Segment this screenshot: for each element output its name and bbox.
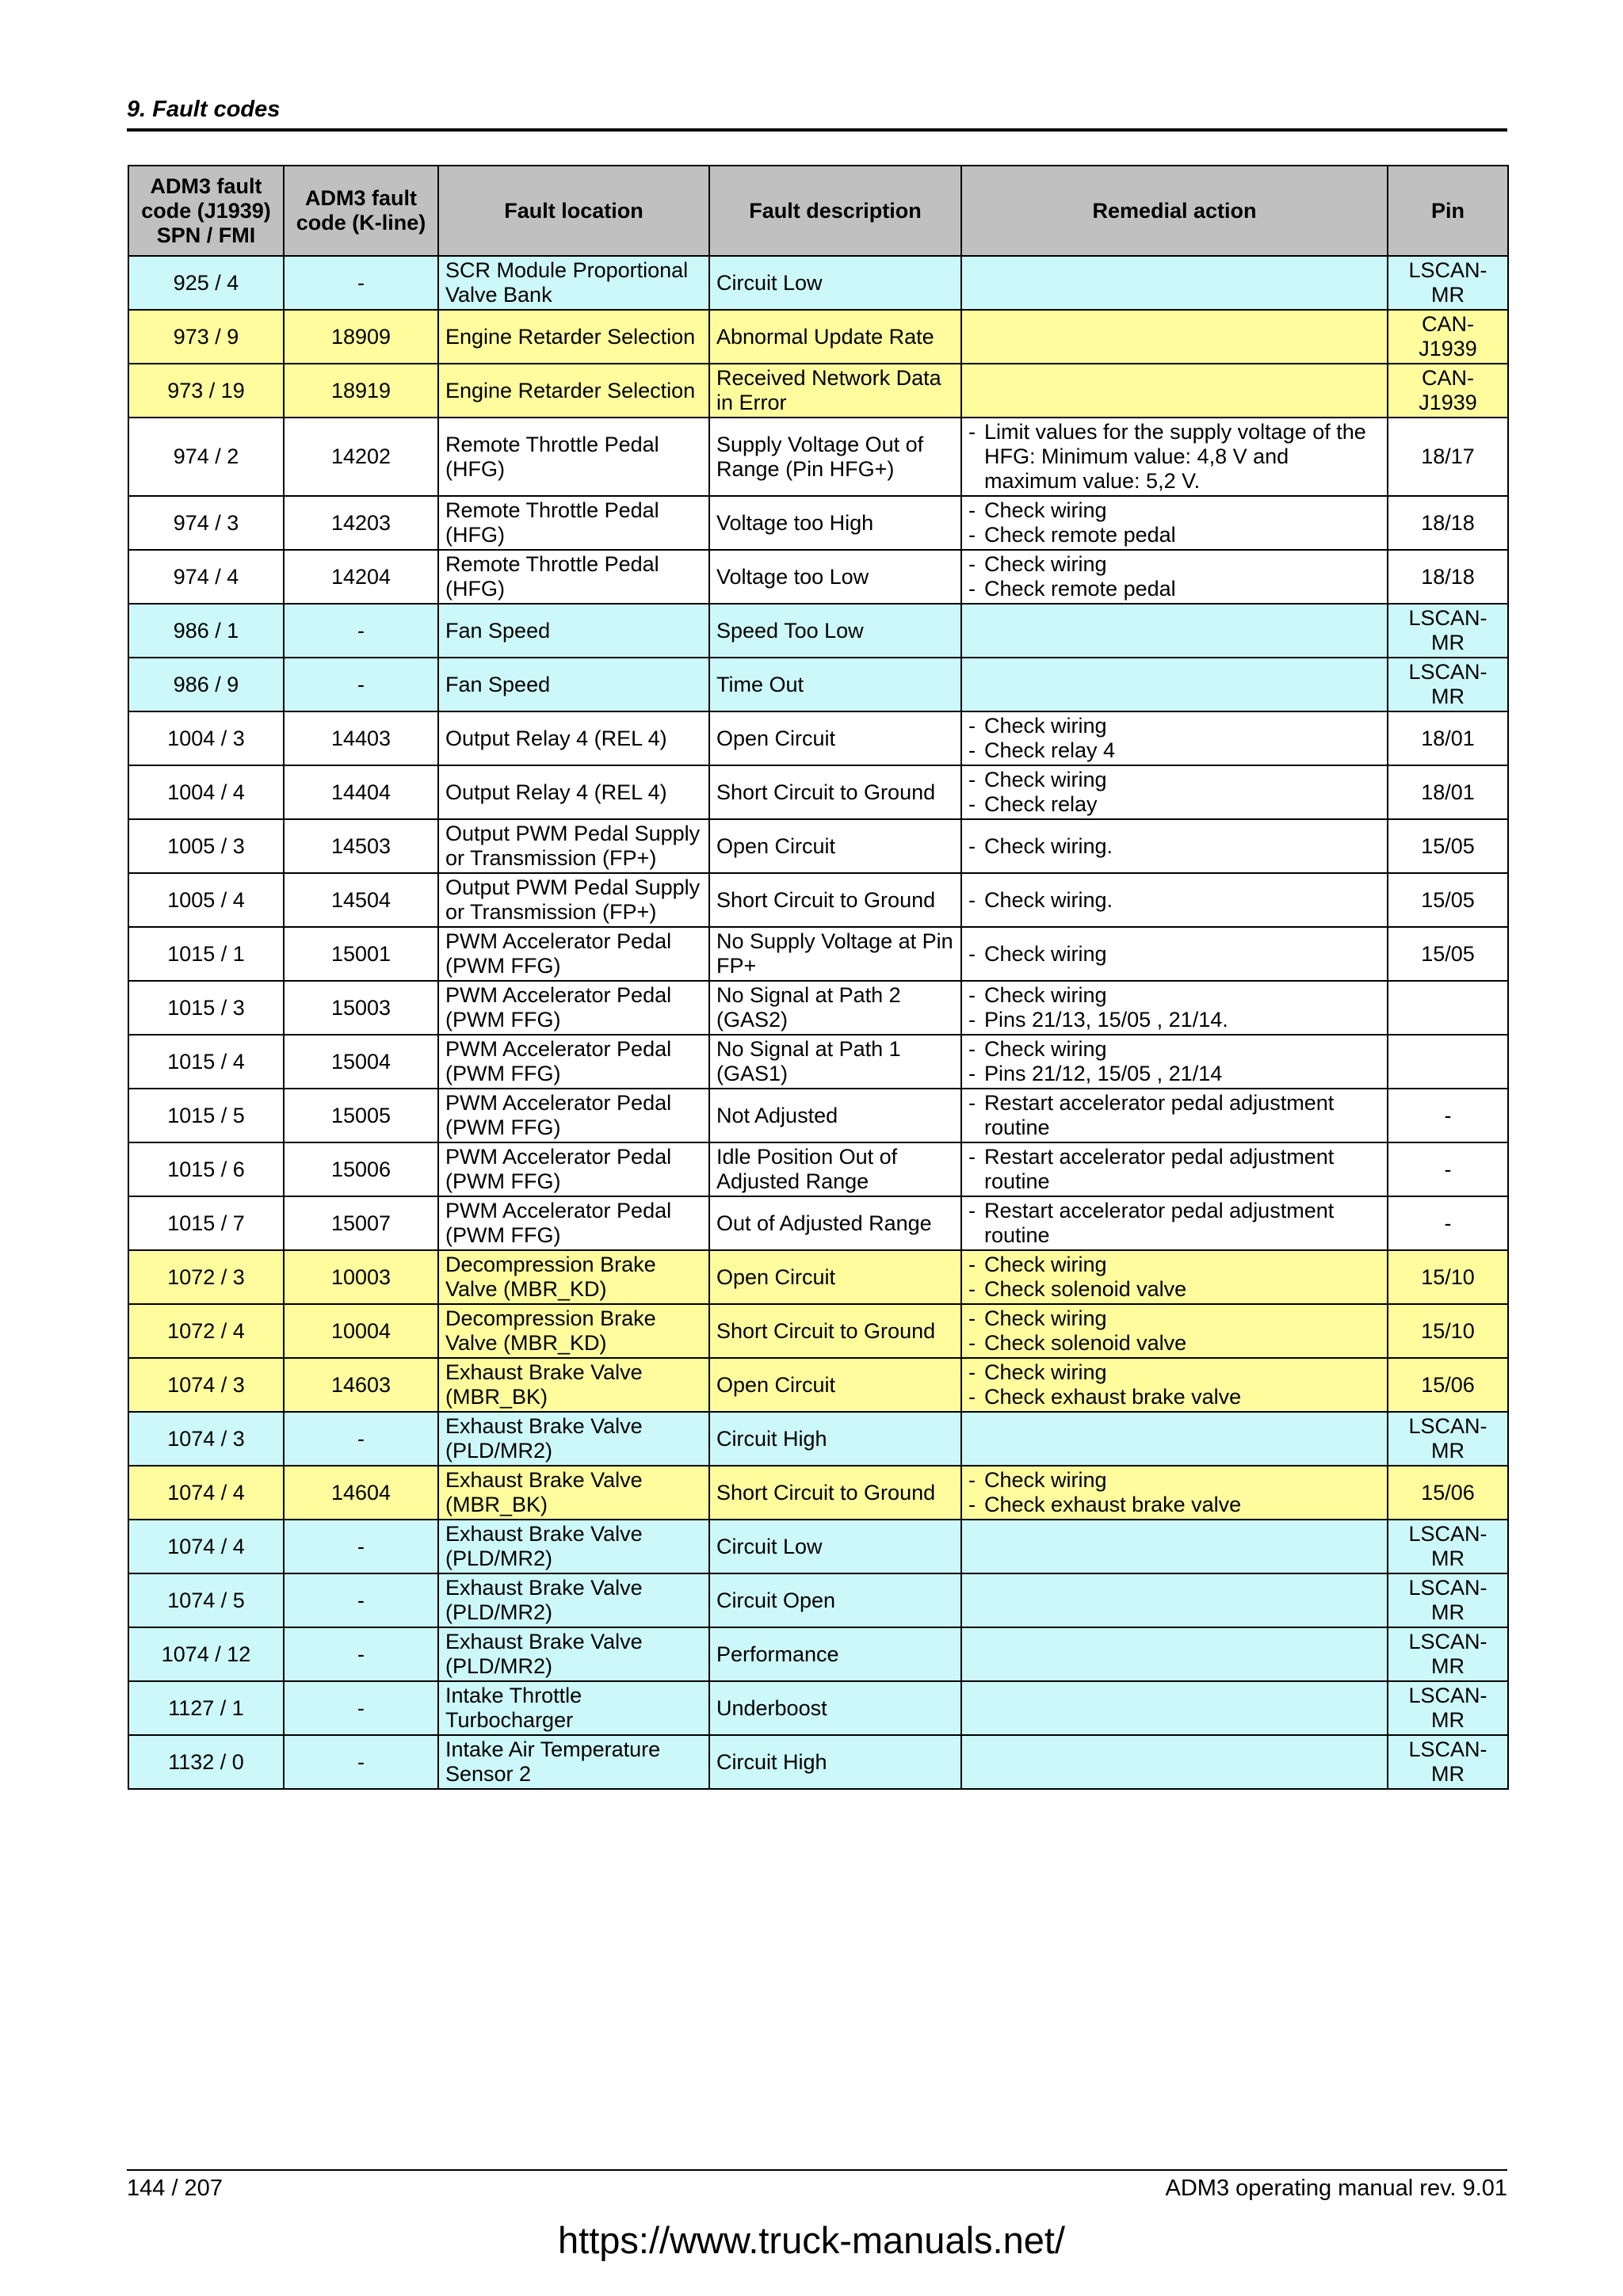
column-header-fault-description: Fault description (709, 166, 961, 256)
remedial-action-text: Check exhaust brake valve (984, 1385, 1242, 1409)
list-dash: - (968, 714, 976, 738)
cell-kline-code: 14204 (284, 550, 438, 604)
cell-fault-description: Out of Adjusted Range (709, 1196, 961, 1250)
remedial-action-item (968, 1199, 1381, 1248)
table-row (128, 496, 1508, 550)
cell-j1939-code: 986 / 1 (128, 604, 284, 658)
cell-pin: 15/10 (1388, 1250, 1508, 1304)
cell-fault-location: Exhaust Brake Valve (PLD/MR2) (438, 1520, 709, 1573)
remedial-action-text: Limit values for the supply voltage of the HFG: Minimum value: 4,8 V and maximum value: 5,2 V. (984, 420, 1366, 493)
cell-remedial-action (961, 1089, 1388, 1142)
remedial-action-item (968, 1037, 1381, 1062)
table-row (128, 658, 1508, 711)
cell-remedial-action (961, 1196, 1388, 1250)
cell-fault-description: Open Circuit (709, 1358, 961, 1412)
cell-kline-code: 14504 (284, 873, 438, 927)
cell-pin: CAN-J1939 (1388, 310, 1508, 364)
cell-pin: 15/05 (1388, 873, 1508, 927)
cell-remedial-action (961, 981, 1388, 1035)
cell-fault-location: PWM Accelerator Pedal (PWM FFG) (438, 1196, 709, 1250)
cell-j1939-code: 1004 / 3 (128, 711, 284, 765)
cell-fault-description: Circuit Low (709, 1520, 961, 1573)
cell-pin: 18/17 (1388, 418, 1508, 496)
remedial-action-text: Check wiring (984, 1306, 1107, 1330)
cell-fault-location: Intake Throttle Turbocharger (438, 1681, 709, 1735)
fault-code-table (128, 165, 1509, 1790)
remedial-action-text: Check relay (984, 792, 1098, 816)
table-row (128, 765, 1508, 819)
cell-kline-code: 14203 (284, 496, 438, 550)
remedial-action-item (968, 1468, 1381, 1493)
table-row (128, 1142, 1508, 1196)
list-dash: - (968, 833, 976, 858)
header-divider (127, 128, 1507, 132)
cell-fault-location: Exhaust Brake Valve (MBR_BK) (438, 1358, 709, 1412)
list-dash: - (968, 792, 976, 816)
cell-fault-location: SCR Module Proportional Valve Bank (438, 256, 709, 310)
cell-remedial-action (961, 765, 1388, 819)
cell-pin: 18/18 (1388, 496, 1508, 550)
cell-fault-location: PWM Accelerator Pedal (PWM FFG) (438, 1035, 709, 1089)
table-row (128, 1196, 1508, 1250)
remedial-action-item (968, 1493, 1381, 1517)
cell-pin: 18/01 (1388, 711, 1508, 765)
cell-remedial-action (961, 1142, 1388, 1196)
list-dash: - (968, 1385, 976, 1409)
table-row (128, 1035, 1508, 1089)
cell-j1939-code: 1004 / 4 (128, 765, 284, 819)
remedial-action-text: Check relay 4 (984, 738, 1116, 762)
table-row (128, 550, 1508, 604)
cell-j1939-code: 973 / 9 (128, 310, 284, 364)
cell-fault-description: Short Circuit to Ground (709, 1466, 961, 1520)
cell-j1939-code: 1015 / 1 (128, 927, 284, 981)
cell-fault-location: Fan Speed (438, 604, 709, 658)
remedial-action-item (968, 888, 1381, 913)
source-url[interactable]: https://www.truck-manuals.net/ (558, 2219, 1065, 2261)
cell-remedial-action (961, 310, 1388, 364)
cell-kline-code: - (284, 1735, 438, 1789)
cell-remedial-action (961, 1035, 1388, 1089)
list-dash: - (968, 1037, 976, 1061)
table-row (128, 1627, 1508, 1681)
table-row (128, 1250, 1508, 1304)
remedial-action-text: Check remote pedal (984, 523, 1176, 547)
cell-kline-code: - (284, 604, 438, 658)
remedial-action-item (968, 1253, 1381, 1277)
cell-pin (1388, 981, 1508, 1035)
cell-fault-location: Remote Throttle Pedal (HFG) (438, 496, 709, 550)
remedial-action-item (968, 1145, 1381, 1194)
list-dash: - (968, 523, 976, 547)
cell-fault-location: Remote Throttle Pedal (HFG) (438, 550, 709, 604)
cell-j1939-code: 1132 / 0 (128, 1735, 284, 1789)
list-dash: - (968, 1331, 976, 1355)
cell-remedial-action (961, 1304, 1388, 1358)
column-header-pin: Pin (1388, 166, 1508, 256)
remedial-action-text: Check wiring (984, 1037, 1107, 1061)
cell-fault-description: No Signal at Path 1 (GAS1) (709, 1035, 961, 1089)
cell-pin: 15/05 (1388, 927, 1508, 981)
cell-remedial-action (961, 550, 1388, 604)
cell-kline-code: - (284, 658, 438, 711)
remedial-action-item (968, 1062, 1381, 1086)
remedial-action-item (968, 834, 1381, 859)
cell-kline-code: 18909 (284, 310, 438, 364)
remedial-action-item (968, 714, 1381, 738)
cell-pin: 15/06 (1388, 1466, 1508, 1520)
cell-kline-code: 10003 (284, 1250, 438, 1304)
cell-kline-code: - (284, 1412, 438, 1466)
remedial-action-item (968, 552, 1381, 577)
cell-pin: LSCAN-MR (1388, 604, 1508, 658)
cell-j1939-code: 1015 / 6 (128, 1142, 284, 1196)
cell-remedial-action (961, 1627, 1388, 1681)
cell-kline-code: 14503 (284, 819, 438, 873)
cell-fault-description: No Signal at Path 2 (GAS2) (709, 981, 961, 1035)
cell-fault-location: Fan Speed (438, 658, 709, 711)
cell-remedial-action (961, 1520, 1388, 1573)
remedial-action-item (968, 1091, 1381, 1140)
cell-remedial-action (961, 873, 1388, 927)
cell-remedial-action (961, 1573, 1388, 1627)
cell-j1939-code: 1015 / 3 (128, 981, 284, 1035)
list-dash: - (968, 1468, 976, 1492)
list-dash: - (968, 738, 976, 762)
cell-fault-location: Output PWM Pedal Supply or Transmission (FP+) (438, 873, 709, 927)
cell-kline-code: - (284, 256, 438, 310)
remedial-action-item (968, 498, 1381, 523)
list-dash: - (968, 1493, 976, 1516)
remedial-action-item (968, 1331, 1381, 1356)
remedial-action-item (968, 942, 1381, 967)
cell-fault-location: PWM Accelerator Pedal (PWM FFG) (438, 1142, 709, 1196)
table-row (128, 364, 1508, 418)
remedial-action-item (968, 577, 1381, 601)
remedial-action-text: Check wiring (984, 714, 1107, 738)
cell-fault-description: Circuit Low (709, 256, 961, 310)
table-row (128, 1466, 1508, 1520)
cell-kline-code: 15004 (284, 1035, 438, 1089)
list-dash: - (968, 941, 976, 966)
cell-kline-code: - (284, 1681, 438, 1735)
cell-kline-code: 10004 (284, 1304, 438, 1358)
remedial-action-item (968, 1306, 1381, 1331)
remedial-action-text: Check wiring (984, 498, 1107, 522)
cell-fault-description: No Supply Voltage at Pin FP+ (709, 927, 961, 981)
table-row (128, 873, 1508, 927)
table-row (128, 819, 1508, 873)
cell-remedial-action (961, 1358, 1388, 1412)
cell-remedial-action (961, 1250, 1388, 1304)
cell-pin: LSCAN-MR (1388, 658, 1508, 711)
table-row (128, 256, 1508, 310)
table-row (128, 1089, 1508, 1142)
cell-fault-location: Engine Retarder Selection (438, 310, 709, 364)
remedial-action-text: Check solenoid valve (984, 1277, 1187, 1301)
remedial-action-text: Check wiring (984, 1468, 1107, 1492)
cell-fault-description: Open Circuit (709, 711, 961, 765)
cell-fault-description: Short Circuit to Ground (709, 765, 961, 819)
cell-j1939-code: 1074 / 4 (128, 1466, 284, 1520)
cell-remedial-action (961, 927, 1388, 981)
remedial-action-item (968, 1277, 1381, 1302)
list-dash: - (968, 577, 976, 601)
cell-j1939-code: 1072 / 3 (128, 1250, 284, 1304)
cell-j1939-code: 1015 / 7 (128, 1196, 284, 1250)
cell-j1939-code: 974 / 3 (128, 496, 284, 550)
cell-pin: 18/18 (1388, 550, 1508, 604)
column-header-remedial-action: Remedial action (961, 166, 1388, 256)
list-dash: - (968, 1062, 976, 1085)
remedial-action-text: Check wiring (984, 1360, 1107, 1384)
cell-kline-code: - (284, 1627, 438, 1681)
remedial-action-text: Check wiring (984, 1253, 1107, 1276)
cell-kline-code: 15005 (284, 1089, 438, 1142)
remedial-action-text: Pins 21/13, 15/05 , 21/14. (984, 1008, 1228, 1032)
table-row (128, 927, 1508, 981)
cell-fault-description: Circuit High (709, 1412, 961, 1466)
cell-pin: 18/01 (1388, 765, 1508, 819)
cell-pin: 15/05 (1388, 819, 1508, 873)
cell-remedial-action (961, 1735, 1388, 1789)
list-dash: - (968, 768, 976, 791)
list-dash: - (968, 983, 976, 1007)
cell-j1939-code: 925 / 4 (128, 256, 284, 310)
remedial-action-text: Check wiring (984, 983, 1107, 1007)
cell-fault-description: Circuit Open (709, 1573, 961, 1627)
table-row (128, 1735, 1508, 1789)
cell-j1939-code: 1015 / 5 (128, 1089, 284, 1142)
cell-remedial-action (961, 418, 1388, 496)
cell-kline-code: 14403 (284, 711, 438, 765)
cell-fault-description: Voltage too Low (709, 550, 961, 604)
list-dash: - (968, 420, 976, 444)
table-row (128, 1681, 1508, 1735)
cell-fault-location: Decompression Brake Valve (MBR_KD) (438, 1250, 709, 1304)
cell-remedial-action (961, 819, 1388, 873)
list-dash: - (968, 1360, 976, 1384)
cell-j1939-code: 974 / 4 (128, 550, 284, 604)
cell-remedial-action (961, 1681, 1388, 1735)
list-dash: - (968, 1145, 976, 1169)
cell-j1939-code: 1074 / 5 (128, 1573, 284, 1627)
cell-pin: - (1388, 1089, 1508, 1142)
cell-kline-code: 14202 (284, 418, 438, 496)
column-header-fault-location: Fault location (438, 166, 709, 256)
list-dash: - (968, 887, 976, 912)
cell-kline-code: - (284, 1520, 438, 1573)
column-header-j1939: ADM3 fault code (J1939) SPN / FMI (128, 166, 284, 256)
remedial-action-text: Restart accelerator pedal adjustment routine (984, 1145, 1335, 1193)
cell-pin: - (1388, 1142, 1508, 1196)
cell-kline-code: 15001 (284, 927, 438, 981)
cell-fault-description: Circuit High (709, 1735, 961, 1789)
cell-fault-description: Open Circuit (709, 819, 961, 873)
cell-kline-code: 18919 (284, 364, 438, 418)
remedial-action-item (968, 768, 1381, 792)
table-body (128, 256, 1508, 1789)
list-dash: - (968, 1306, 976, 1330)
remedial-action-text: Check wiring. (984, 833, 1113, 858)
remedial-action-text: Check remote pedal (984, 577, 1176, 601)
cell-j1939-code: 986 / 9 (128, 658, 284, 711)
cell-remedial-action (961, 604, 1388, 658)
list-dash: - (968, 1008, 976, 1032)
table-row (128, 1412, 1508, 1466)
cell-pin: LSCAN-MR (1388, 256, 1508, 310)
cell-fault-description: Voltage too High (709, 496, 961, 550)
remedial-action-text: Check solenoid valve (984, 1331, 1187, 1355)
cell-j1939-code: 1074 / 3 (128, 1358, 284, 1412)
table-row (128, 1573, 1508, 1627)
remedial-action-text: Restart accelerator pedal adjustment routine (984, 1091, 1335, 1139)
cell-j1939-code: 1005 / 4 (128, 873, 284, 927)
remedial-action-text: Check wiring (984, 552, 1107, 576)
cell-fault-location: Remote Throttle Pedal (HFG) (438, 418, 709, 496)
cell-fault-location: Output Relay 4 (REL 4) (438, 711, 709, 765)
list-dash: - (968, 1199, 976, 1222)
cell-pin: LSCAN-MR (1388, 1681, 1508, 1735)
table-row (128, 711, 1508, 765)
cell-fault-description: Speed Too Low (709, 604, 961, 658)
cell-fault-description: Open Circuit (709, 1250, 961, 1304)
section-title: 9. Fault codes (127, 97, 281, 122)
cell-j1939-code: 1074 / 3 (128, 1412, 284, 1466)
cell-fault-location: Exhaust Brake Valve (MBR_BK) (438, 1466, 709, 1520)
list-dash: - (968, 1091, 976, 1115)
column-header-kline: ADM3 fault code (K-line) (284, 166, 438, 256)
cell-kline-code: - (284, 1573, 438, 1627)
cell-kline-code: 15006 (284, 1142, 438, 1196)
remedial-action-text: Pins 21/12, 15/05 , 21/14 (984, 1062, 1223, 1085)
table-row (128, 981, 1508, 1035)
cell-fault-location: PWM Accelerator Pedal (PWM FFG) (438, 1089, 709, 1142)
cell-kline-code: 15007 (284, 1196, 438, 1250)
manual-title: ADM3 operating manual rev. 9.01 (1165, 2176, 1507, 2201)
list-dash: - (968, 1253, 976, 1276)
remedial-action-text: Check wiring (984, 768, 1107, 791)
cell-fault-location: Exhaust Brake Valve (PLD/MR2) (438, 1412, 709, 1466)
cell-fault-location: Exhaust Brake Valve (PLD/MR2) (438, 1573, 709, 1627)
cell-fault-description: Short Circuit to Ground (709, 873, 961, 927)
list-dash: - (968, 552, 976, 576)
table-row (128, 418, 1508, 496)
table-row (128, 1520, 1508, 1573)
remedial-action-item (968, 738, 1381, 763)
table-header-row (128, 166, 1508, 256)
cell-pin: LSCAN-MR (1388, 1735, 1508, 1789)
cell-fault-description: Performance (709, 1627, 961, 1681)
remedial-action-text: Check exhaust brake valve (984, 1493, 1242, 1516)
cell-fault-location: Output Relay 4 (REL 4) (438, 765, 709, 819)
table-row (128, 604, 1508, 658)
cell-kline-code: 14604 (284, 1466, 438, 1520)
cell-kline-code: 15003 (284, 981, 438, 1035)
remedial-action-text: Check wiring. (984, 887, 1113, 912)
cell-remedial-action (961, 1412, 1388, 1466)
cell-pin: - (1388, 1196, 1508, 1250)
cell-remedial-action (961, 256, 1388, 310)
remedial-action-item (968, 1008, 1381, 1032)
remedial-action-item (968, 420, 1381, 494)
cell-kline-code: 14404 (284, 765, 438, 819)
cell-pin: 15/10 (1388, 1304, 1508, 1358)
cell-remedial-action (961, 711, 1388, 765)
cell-pin: CAN-J1939 (1388, 364, 1508, 418)
cell-fault-description: Underboost (709, 1681, 961, 1735)
cell-j1939-code: 1015 / 4 (128, 1035, 284, 1089)
cell-remedial-action (961, 496, 1388, 550)
cell-j1939-code: 1074 / 12 (128, 1627, 284, 1681)
cell-fault-description: Idle Position Out of Adjusted Range (709, 1142, 961, 1196)
remedial-action-item (968, 983, 1381, 1008)
cell-j1939-code: 1127 / 1 (128, 1681, 284, 1735)
cell-fault-description: Abnormal Update Rate (709, 310, 961, 364)
cell-pin: LSCAN-MR (1388, 1520, 1508, 1573)
cell-remedial-action (961, 1466, 1388, 1520)
remedial-action-item (968, 1385, 1381, 1409)
cell-fault-description: Not Adjusted (709, 1089, 961, 1142)
cell-pin: LSCAN-MR (1388, 1412, 1508, 1466)
cell-fault-location: Intake Air Temperature Sensor 2 (438, 1735, 709, 1789)
list-dash: - (968, 498, 976, 522)
table-row (128, 310, 1508, 364)
cell-remedial-action (961, 364, 1388, 418)
cell-j1939-code: 1072 / 4 (128, 1304, 284, 1358)
cell-j1939-code: 973 / 19 (128, 364, 284, 418)
cell-fault-location: Output PWM Pedal Supply or Transmission (FP+) (438, 819, 709, 873)
cell-pin: 15/06 (1388, 1358, 1508, 1412)
cell-pin: LSCAN-MR (1388, 1573, 1508, 1627)
remedial-action-text: Restart accelerator pedal adjustment routine (984, 1199, 1335, 1247)
table-row (128, 1358, 1508, 1412)
page-number: 144 / 207 (127, 2176, 223, 2201)
cell-pin: LSCAN-MR (1388, 1627, 1508, 1681)
remedial-action-text: Check wiring (984, 941, 1107, 966)
cell-fault-location: PWM Accelerator Pedal (PWM FFG) (438, 981, 709, 1035)
cell-fault-description: Supply Voltage Out of Range (Pin HFG+) (709, 418, 961, 496)
remedial-action-item (968, 1360, 1381, 1385)
cell-fault-description: Time Out (709, 658, 961, 711)
cell-remedial-action (961, 658, 1388, 711)
cell-fault-location: Exhaust Brake Valve (PLD/MR2) (438, 1627, 709, 1681)
table-row (128, 1304, 1508, 1358)
cell-fault-location: Engine Retarder Selection (438, 364, 709, 418)
cell-fault-description: Received Network Data in Error (709, 364, 961, 418)
cell-kline-code: 14603 (284, 1358, 438, 1412)
remedial-action-item (968, 523, 1381, 547)
cell-j1939-code: 1074 / 4 (128, 1520, 284, 1573)
cell-j1939-code: 974 / 2 (128, 418, 284, 496)
cell-fault-location: PWM Accelerator Pedal (PWM FFG) (438, 927, 709, 981)
cell-fault-location: Decompression Brake Valve (MBR_KD) (438, 1304, 709, 1358)
cell-fault-description: Short Circuit to Ground (709, 1304, 961, 1358)
footer-divider (127, 2169, 1507, 2171)
remedial-action-item (968, 792, 1381, 817)
cell-pin (1388, 1035, 1508, 1089)
cell-j1939-code: 1005 / 3 (128, 819, 284, 873)
list-dash: - (968, 1277, 976, 1301)
